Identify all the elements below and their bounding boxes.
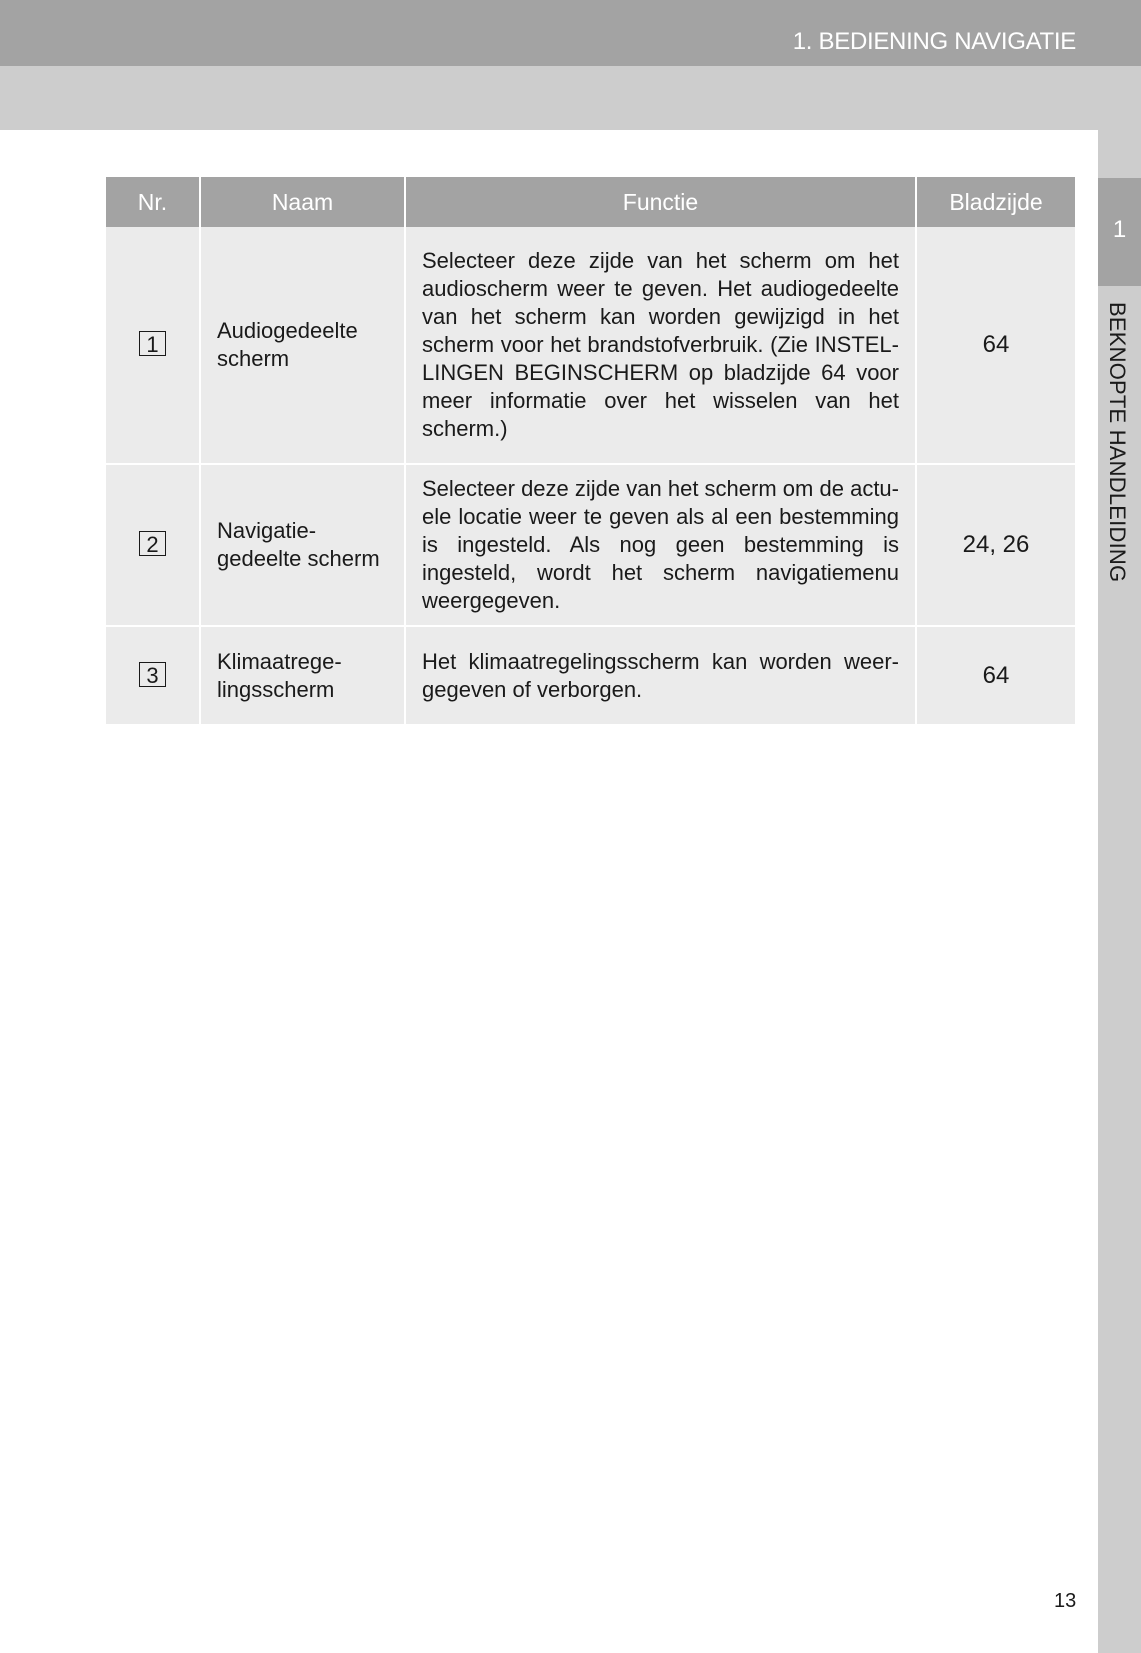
nr-cell bbox=[106, 626, 200, 725]
column-header-bladzijde: Bladzijde bbox=[916, 177, 1075, 227]
bladzijde-cell: 24, 26 bbox=[916, 464, 1075, 626]
section-title: 1. BEDIENING NAVIGATIE bbox=[792, 28, 1076, 55]
chapter-label: BEKNOPTE HANDLEIDING bbox=[1105, 302, 1130, 583]
functie-cell: Selecteer deze zijde van het scherm om de actu-ele locatie weer te geven als al een bestemming is ingesteld. Als nog geen bestemming is ingesteld, wordt het scherm navigatiemenu weergegeven. bbox=[405, 464, 916, 626]
header-sub-band bbox=[0, 66, 1141, 130]
naam-cell: Audiogedeelte scherm bbox=[200, 227, 405, 464]
chapter-tab bbox=[1098, 178, 1141, 286]
chapter-number: 1 bbox=[1112, 216, 1127, 243]
functie-cell: Het klimaatregelingsscherm kan worden weer-gegeven of verborgen. bbox=[405, 626, 916, 725]
naam-cell: Klimaatrege-lingsscherm bbox=[200, 626, 405, 725]
table-row bbox=[106, 227, 1075, 464]
number-box: 1 bbox=[139, 331, 166, 356]
nr-cell bbox=[106, 464, 200, 626]
header-band bbox=[0, 0, 1141, 66]
column-header-nr: Nr. bbox=[106, 177, 200, 227]
function-table bbox=[106, 177, 1075, 726]
bladzijde-cell: 64 bbox=[916, 227, 1075, 464]
naam-cell: Navigatie-gedeelte scherm bbox=[200, 464, 405, 626]
number-box: 2 bbox=[139, 531, 166, 556]
bladzijde-cell: 64 bbox=[916, 626, 1075, 725]
functie-cell: Selecteer deze zijde van het scherm om het audioscherm weer te geven. Het audiogedeelte van het scherm kan worden gewijzigd in het scherm voor het brandstofverbruik. (Zie INSTEL-LINGEN BEGINSCHERM op bladzijde 64 voor meer informatie over het wisselen van het scherm.) bbox=[405, 227, 916, 464]
number-box: 3 bbox=[139, 662, 166, 687]
column-header-functie: Functie bbox=[405, 177, 916, 227]
table-header-row bbox=[106, 177, 1075, 227]
page-number: 13 bbox=[1054, 1590, 1077, 1612]
column-header-naam: Naam bbox=[200, 177, 405, 227]
table-row bbox=[106, 464, 1075, 626]
table-row bbox=[106, 626, 1075, 725]
nr-cell bbox=[106, 227, 200, 464]
